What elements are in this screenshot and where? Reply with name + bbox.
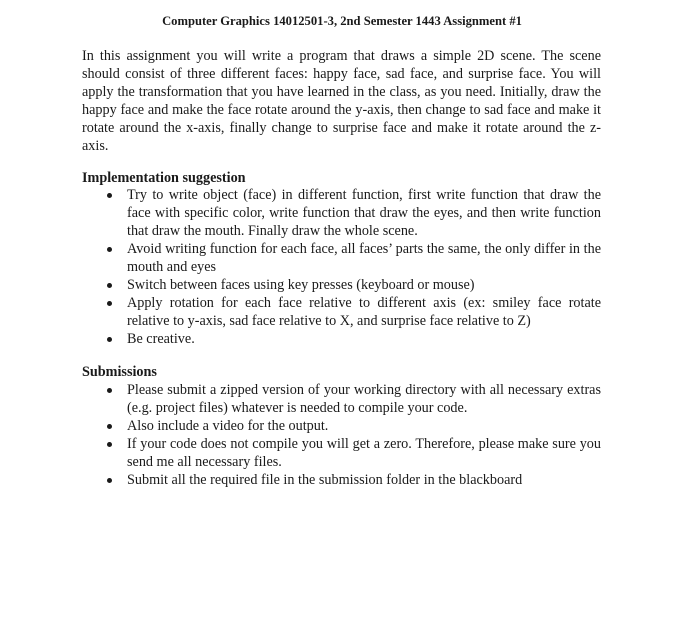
list-item [82,186,601,240]
assignment-title: Computer Graphics 14012501-3, 2nd Semester 1443 Assignment #1 [162,14,522,28]
list-item [82,294,601,330]
bullet-icon [107,478,112,483]
submissions-list [82,381,601,489]
list-item-text: Switch between faces using key presses (keyboard or mouse) [127,277,475,293]
bullet-icon [107,301,112,306]
list-item-text: Try to write object (face) in different function, first write function that draw the face with specific color, write function that draw the eyes, and then write function that draw the mouth. Finally draw the whole scene. [127,187,601,239]
list-item [82,381,601,417]
list-item-text: If your code does not compile you will get a zero. Therefore, please make sure you send me all necessary files. [127,436,601,470]
bullet-icon [107,424,112,429]
bullet-icon [107,442,112,447]
list-item [82,471,601,489]
list-item-text: Please submit a zipped version of your working directory with all necessary extras (e.g. project files) whatever is needed to compile your code. [127,382,601,416]
list-item [82,330,601,348]
list-item-text: Avoid writing function for each face, all faces’ parts the same, the only differ in the mouth and eyes [127,241,601,275]
bullet-icon [107,388,112,393]
bullet-icon [107,337,112,342]
list-item [82,240,601,276]
submissions-heading: Submissions [82,364,157,380]
list-item-text: Be creative. [127,331,195,347]
list-item [82,435,601,471]
list-item-text: Submit all the required file in the submission folder in the blackboard [127,472,523,488]
intro-paragraph: In this assignment you will write a program that draws a simple 2D scene. The scene should consist of three different faces: happy face, sad face, and surprise face. You will apply the transformation that you have learned in the class, as you need. Initially, draw the happy face and make the face rotate around the y-axis, then change to sad face and make it rotate around the x-axis, finally change to surprise face and make it rotate around the z-axis. [82,48,601,154]
bullet-icon [107,193,112,198]
list-item-text: Apply rotation for each face relative to different axis (ex: smiley face rotate relative to y-axis, sad face relative to X, and surprise face relative to Z) [127,295,601,329]
list-item [82,417,601,435]
bullet-icon [107,283,112,288]
implementation-list [82,186,601,348]
bullet-icon [107,247,112,252]
list-item [82,276,601,294]
list-item-text: Also include a video for the output. [127,418,329,434]
implementation-heading: Implementation suggestion [82,170,246,186]
